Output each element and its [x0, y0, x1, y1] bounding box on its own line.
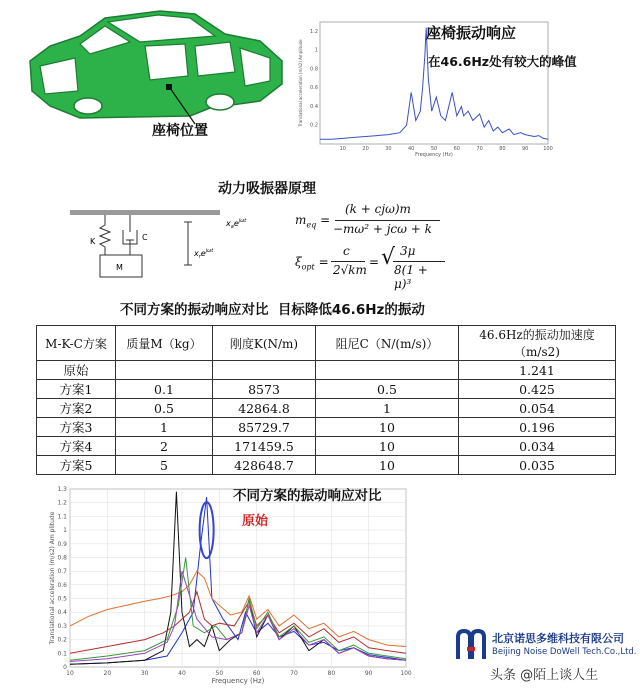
seat-y-tick-label: 1.2 — [310, 28, 318, 35]
seat-y-tick-label: 0.4 — [310, 103, 318, 110]
table-header-row — [37, 326, 616, 361]
y-tick-label: 0.6 — [57, 581, 67, 589]
comparison-chart-title: 不同方案的振动响应对比 — [233, 488, 382, 504]
y-tick-label: 0.5 — [57, 595, 67, 603]
car-body-illustration — [20, 6, 290, 126]
company-logo — [452, 627, 637, 663]
watermark: 头条 @陌上谈人生 — [490, 668, 599, 683]
seat-x-tick-label: 30 — [385, 146, 392, 152]
table-cell: 8573 — [213, 380, 316, 399]
y-tick-label: 0.9 — [57, 540, 67, 548]
table-cell: 10 — [316, 437, 459, 456]
table-cell: 方案2 — [37, 399, 116, 418]
seat-y-axis-label: Translational acceleration (m/s2) Amplitude — [298, 39, 303, 127]
x-tick-label: 60 — [252, 670, 261, 677]
y-tick-label: 1.2 — [57, 499, 67, 507]
seat-x-tick-label: 10 — [339, 146, 346, 152]
table-cell: 1.241 — [459, 361, 616, 380]
table-cell — [213, 361, 316, 380]
seat-x-tick-label: 100 — [543, 146, 553, 152]
table-row — [37, 437, 616, 456]
x-tick-label: 10 — [66, 670, 74, 677]
x-tick-label: 20 — [103, 670, 112, 677]
table-cell: 1 — [116, 418, 213, 437]
table-cell: 5 — [116, 456, 213, 475]
x-tick-label: 70 — [290, 670, 298, 677]
y-tick-label: 0 — [63, 664, 67, 671]
table-cell — [116, 361, 213, 380]
table-cell: 10 — [316, 418, 459, 437]
meq-formula: $m_{eq}$ = (k + cjω)m −mω² + jcω + k — [295, 200, 445, 244]
seat-x-tick-label: 60 — [453, 146, 460, 152]
header-damping: 阻尼C（N/(m/s)） — [316, 326, 459, 361]
x-tick-label: 50 — [215, 670, 224, 677]
seat-x-tick-label: 40 — [408, 146, 415, 152]
table-cell: 方案3 — [37, 418, 116, 437]
seat-x-tick-label: 50 — [430, 146, 438, 152]
company-name-cn: 北京诺思多维科技有限公司 — [492, 632, 624, 645]
table-cell: 428648.7 — [213, 456, 316, 475]
xi-formula: $\xi_{opt}$ = c 2√km = √ 3μ 8(1 + μ)³ — [295, 243, 445, 285]
table-cell: 0.425 — [459, 380, 616, 399]
table-row — [37, 399, 616, 418]
y-tick-label: 1.1 — [57, 513, 67, 521]
x-tick-label: 80 — [327, 670, 336, 677]
y-tick-label: 1 — [63, 527, 67, 535]
table-cell: 171459.5 — [213, 437, 316, 456]
seat-response-title: 座椅振动响应 — [426, 24, 517, 42]
y-tick-label: 0.8 — [57, 554, 67, 562]
y-tick-label: 0.4 — [57, 609, 67, 617]
seat-y-tick-label: 1 — [314, 47, 318, 54]
seat-x-axis-label: Frequency (Hz) — [415, 152, 453, 158]
company-name-en: Beijing Noise DoWell Tech.Co.,Ltd. — [492, 647, 637, 657]
seat-response-note: 在46.6Hz处有较大的峰值 — [428, 54, 577, 69]
table-cell: 1 — [316, 399, 459, 418]
seat-x-tick-label: 90 — [522, 146, 529, 152]
seat-position-label: 座椅位置 — [152, 123, 208, 139]
y-tick-label: 0.3 — [57, 622, 67, 630]
table-row — [37, 456, 616, 475]
table-cell: 10 — [316, 456, 459, 475]
x-tick-label: 40 — [178, 670, 186, 677]
table-title: 不同方案的振动响应对比 目标降低46.6Hz的振动 — [120, 302, 425, 318]
table-cell: 原始 — [37, 361, 116, 380]
x-tick-label: 30 — [140, 670, 149, 677]
comparison-y-axis-label: Translational acceleration (m/s2) Am plitude — [49, 511, 56, 645]
table-row — [37, 361, 616, 380]
seat-x-tick-label: 20 — [362, 146, 369, 152]
x-tick-label: 90 — [364, 670, 373, 677]
svg-text:xaejωt: $x_ae^{j\omega t}$ — [226, 218, 247, 230]
table-cell: 0.054 — [459, 399, 616, 418]
mass-label: M — [116, 263, 123, 272]
table-cell: 2 — [116, 437, 213, 456]
y-tick-label: 1.3 — [57, 486, 67, 493]
table-cell: 0.5 — [316, 380, 459, 399]
seat-y-tick-label: 0.8 — [310, 66, 318, 73]
table-cell: 0.196 — [459, 418, 616, 437]
comparison-x-axis-label: Frequency (Hz) — [211, 677, 265, 685]
table-cell: 0.034 — [459, 437, 616, 456]
table-cell: 85729.7 — [213, 418, 316, 437]
header-stiffness: 刚度K(N/m) — [213, 326, 316, 361]
absorber-diagram — [60, 200, 280, 295]
y-tick-label: 0.2 — [57, 636, 67, 644]
table-cell: 0.5 — [116, 399, 213, 418]
table-cell: 方案1 — [37, 380, 116, 399]
header-acceleration: 46.6Hz的振动加速度（m/s2) — [459, 326, 616, 361]
seat-y-tick-label: 0.2 — [310, 122, 318, 129]
header-scheme: M-K-C方案 — [37, 326, 116, 361]
seat-x-tick-label: 80 — [499, 146, 506, 152]
y-tick-label: 0.1 — [57, 650, 67, 658]
spring-label: K — [90, 237, 96, 246]
comparison-chart — [48, 483, 418, 688]
seat-y-tick-label: 0.6 — [310, 85, 318, 92]
table-cell: 方案4 — [37, 437, 116, 456]
table-row — [37, 418, 616, 437]
table-cell: 42864.8 — [213, 399, 316, 418]
header-mass: 质量M（kg） — [116, 326, 213, 361]
damper-label: C — [142, 233, 148, 242]
table-cell: 0.035 — [459, 456, 616, 475]
original-callout: 原始 — [242, 514, 269, 529]
seat-x-tick-label: 70 — [476, 146, 483, 152]
company-logo-mark — [454, 629, 488, 661]
table-cell: 方案5 — [37, 456, 116, 475]
table-cell — [316, 361, 459, 380]
x-tick-label: 100 — [400, 670, 412, 677]
y-tick-label: 0.7 — [57, 568, 67, 576]
table-cell: 0.1 — [116, 380, 213, 399]
svg-text:xrejωt: $x_re^{j\omega t}$ — [194, 248, 214, 260]
scheme-comparison-table — [36, 325, 616, 475]
absorber-title: 动力吸振器原理 — [218, 181, 316, 197]
table-row — [37, 380, 616, 399]
